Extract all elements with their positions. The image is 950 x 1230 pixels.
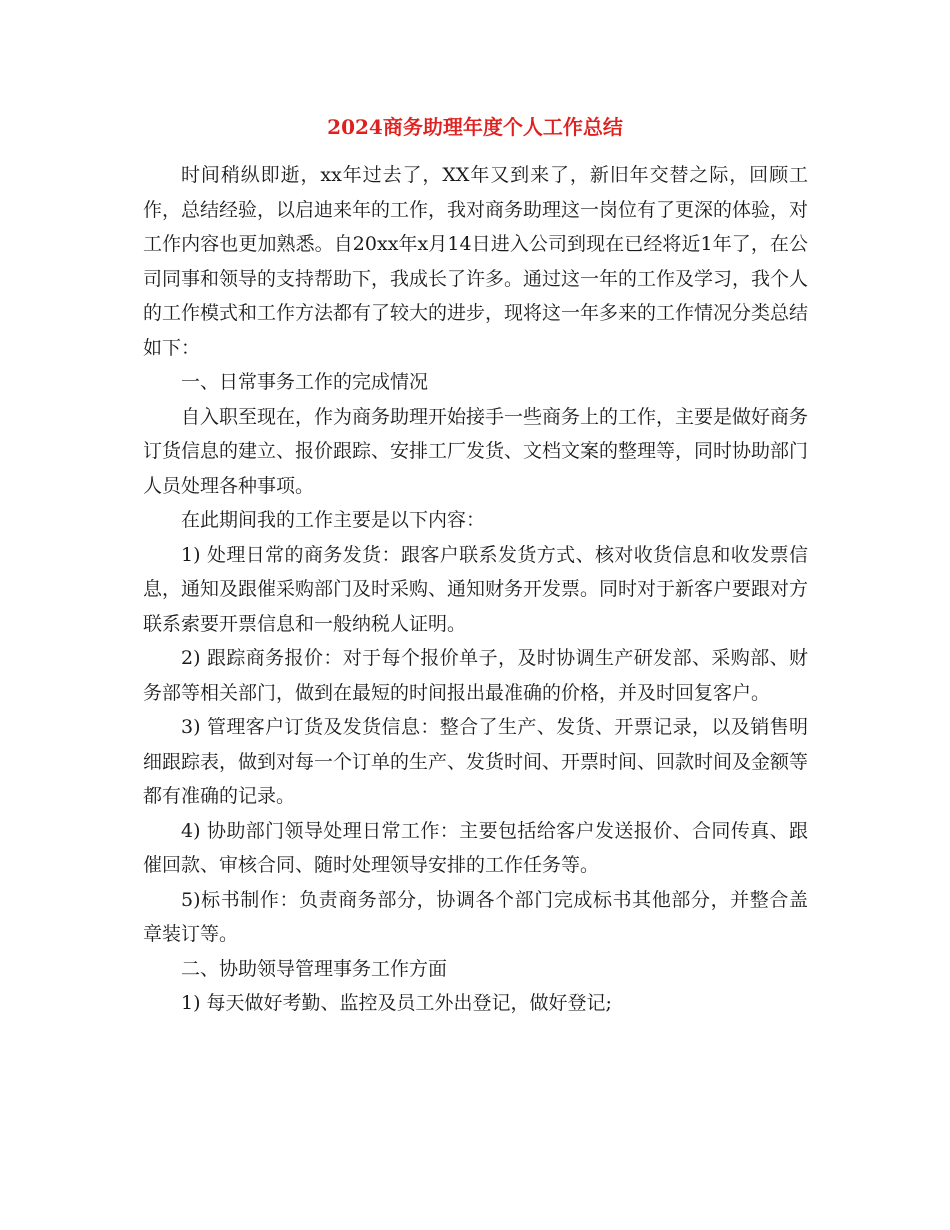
list-item-assist-leader: 4) 协助部门领导处理日常工作：主要包括给客户发送报价、合同传真、跟催回款、审核合同、随时处理领导安排的工作任务等。 [143,819,808,876]
section-heading-assist-management: 二、协助领导管理事务工作方面 [181,957,448,980]
paragraph-intro: 时间稍纵即逝，xx年过去了，XX年又到来了，新旧年交替之际，回顾工作，总结经验，以启迪来年的工作，我对商务助理这一岗位有了更深的体验，对工作内容也更加熟悉。自20xx年x月14日进入公司到现在已经将近1年了，在公司同事和领导的支持帮助下，我成长了许多。通过这一年的工作及学习，我个人的工作模式和工作方法都有了较大的进步，现将这一年多来的工作情况分类总结如下： [143,164,809,359]
list-item-order-info: 3) 管理客户订货及发货信息：整合了生产、发货、开票记录，以及销售明细跟踪表，做到对每一个订单的生产、发货时间、开票时间、回款时间及金额等都有准确的记录。 [143,716,809,807]
document-body [143,158,808,1021]
list-item-bid-docs: 5)标书制作：负责商务部分，协调各个部门完成标书其他部分，并整合盖章装订等。 [143,888,808,945]
paragraph-daily-affairs: 自入职至现在，作为商务助理开始接手一些商务上的工作，主要是做好商务订货信息的建立、报价跟踪、安排工厂发货、文档文案的整理等，同时协助部门人员处理各种事项。 [143,405,809,497]
document-title: 2024商务助理年度个人工作总结 [327,115,623,139]
list-item-attendance: 1) 每天做好考勤、监控及员工外出登记，做好登记; [181,992,612,1014]
list-item-quotation: 2) 跟踪商务报价：对于每个报价单子，及时协调生产研发部、采购部、财务部等相关部门，做到在最短的时间报出最准确的价格，并及时回复客户。 [143,647,808,704]
list-item-shipping: 1) 处理日常的商务发货：跟客户联系发货方式、核对收货信息和收发票信息，通知及跟催采购部门及时采购、通知财务开发票。同时对于新客户要跟对方联系索要开票信息和一般纳税人证明。 [143,543,809,635]
paragraph-work-content-lead: 在此期间我的工作主要是以下内容： [181,509,486,531]
section-heading-daily-affairs: 一、日常事务工作的完成情况 [181,371,429,393]
